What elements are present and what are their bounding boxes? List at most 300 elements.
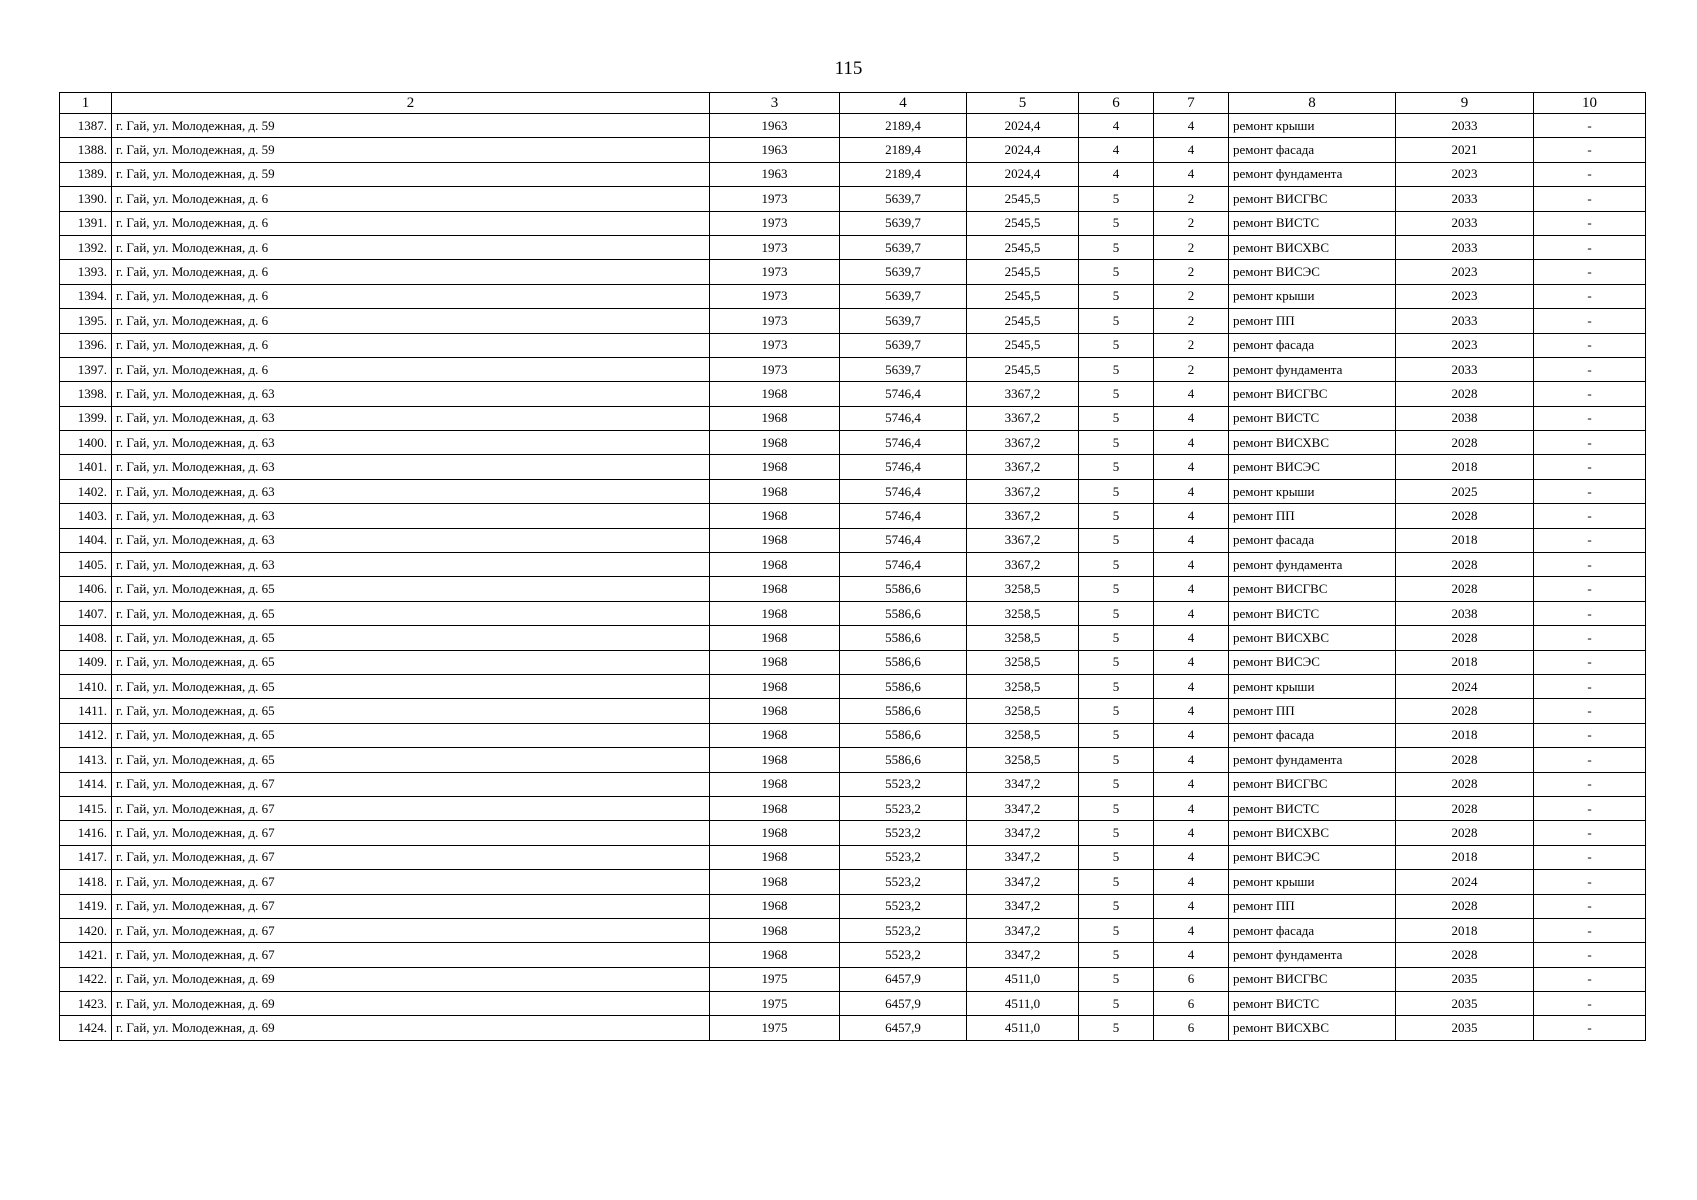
- cell-row-number: 1387.: [60, 114, 112, 138]
- cell-living-area: 2545,5: [967, 211, 1079, 235]
- cell-address: г. Гай, ул. Молодежная, д. 63: [112, 528, 710, 552]
- cell-year-built: 1968: [710, 406, 840, 430]
- cell-entrances: 2: [1154, 357, 1229, 381]
- cell-floors: 5: [1079, 235, 1154, 259]
- column-header: 8: [1229, 93, 1396, 114]
- table-row: [60, 309, 1646, 333]
- cell-row-number: 1417.: [60, 845, 112, 869]
- column-header: 9: [1396, 93, 1534, 114]
- cell-work-type: ремонт ПП: [1229, 504, 1396, 528]
- cell-floors: 5: [1079, 504, 1154, 528]
- cell-year-built: 1968: [710, 504, 840, 528]
- cell-total-area: 5639,7: [840, 284, 967, 308]
- cell-planned-year: 2028: [1396, 772, 1534, 796]
- cell-note: -: [1534, 723, 1646, 747]
- table-row: [60, 845, 1646, 869]
- cell-entrances: 2: [1154, 211, 1229, 235]
- cell-total-area: 5639,7: [840, 260, 967, 284]
- cell-note: -: [1534, 992, 1646, 1016]
- cell-entrances: 2: [1154, 284, 1229, 308]
- cell-address: г. Гай, ул. Молодежная, д. 6: [112, 357, 710, 381]
- cell-work-type: ремонт ВИСХВС: [1229, 1016, 1396, 1040]
- cell-planned-year: 2033: [1396, 309, 1534, 333]
- cell-row-number: 1391.: [60, 211, 112, 235]
- cell-living-area: 3347,2: [967, 796, 1079, 820]
- cell-address: г. Гай, ул. Молодежная, д. 6: [112, 260, 710, 284]
- cell-planned-year: 2033: [1396, 187, 1534, 211]
- cell-year-built: 1968: [710, 796, 840, 820]
- cell-total-area: 5746,4: [840, 504, 967, 528]
- cell-living-area: 2545,5: [967, 284, 1079, 308]
- cell-total-area: 5523,2: [840, 894, 967, 918]
- cell-floors: 5: [1079, 967, 1154, 991]
- table-row: [60, 577, 1646, 601]
- cell-planned-year: 2024: [1396, 674, 1534, 698]
- cell-planned-year: 2033: [1396, 211, 1534, 235]
- cell-address: г. Гай, ул. Молодежная, д. 67: [112, 943, 710, 967]
- table-row: [60, 674, 1646, 698]
- cell-living-area: 2024,4: [967, 114, 1079, 138]
- table-row: [60, 211, 1646, 235]
- cell-planned-year: 2028: [1396, 504, 1534, 528]
- table-row: [60, 528, 1646, 552]
- cell-note: -: [1534, 187, 1646, 211]
- table-row: [60, 382, 1646, 406]
- column-header: 4: [840, 93, 967, 114]
- cell-floors: 5: [1079, 723, 1154, 747]
- table-row: [60, 748, 1646, 772]
- cell-note: -: [1534, 674, 1646, 698]
- cell-total-area: 5639,7: [840, 235, 967, 259]
- cell-year-built: 1968: [710, 748, 840, 772]
- cell-total-area: 5746,4: [840, 479, 967, 503]
- cell-planned-year: 2018: [1396, 845, 1534, 869]
- cell-living-area: 3347,2: [967, 918, 1079, 942]
- cell-floors: 5: [1079, 1016, 1154, 1040]
- cell-work-type: ремонт фундамента: [1229, 553, 1396, 577]
- cell-floors: 5: [1079, 382, 1154, 406]
- cell-work-type: ремонт ВИСГВС: [1229, 187, 1396, 211]
- cell-total-area: 5586,6: [840, 723, 967, 747]
- cell-address: г. Гай, ул. Молодежная, д. 69: [112, 1016, 710, 1040]
- cell-living-area: 3347,2: [967, 821, 1079, 845]
- cell-planned-year: 2028: [1396, 382, 1534, 406]
- cell-note: -: [1534, 918, 1646, 942]
- cell-year-built: 1973: [710, 333, 840, 357]
- cell-total-area: 5523,2: [840, 796, 967, 820]
- table-row: [60, 821, 1646, 845]
- cell-address: г. Гай, ул. Молодежная, д. 63: [112, 431, 710, 455]
- table-row: [60, 431, 1646, 455]
- cell-floors: 5: [1079, 577, 1154, 601]
- cell-living-area: 3258,5: [967, 748, 1079, 772]
- cell-work-type: ремонт крыши: [1229, 870, 1396, 894]
- cell-row-number: 1399.: [60, 406, 112, 430]
- cell-total-area: 5639,7: [840, 357, 967, 381]
- cell-planned-year: 2018: [1396, 650, 1534, 674]
- cell-year-built: 1973: [710, 309, 840, 333]
- cell-total-area: 2189,4: [840, 114, 967, 138]
- cell-entrances: 4: [1154, 626, 1229, 650]
- cell-floors: 5: [1079, 796, 1154, 820]
- cell-planned-year: 2038: [1396, 406, 1534, 430]
- cell-total-area: 5746,4: [840, 431, 967, 455]
- table-row: [60, 967, 1646, 991]
- cell-row-number: 1419.: [60, 894, 112, 918]
- cell-living-area: 2545,5: [967, 235, 1079, 259]
- cell-entrances: 4: [1154, 796, 1229, 820]
- cell-row-number: 1412.: [60, 723, 112, 747]
- cell-row-number: 1422.: [60, 967, 112, 991]
- cell-work-type: ремонт ВИСГВС: [1229, 772, 1396, 796]
- cell-year-built: 1968: [710, 723, 840, 747]
- cell-floors: 5: [1079, 870, 1154, 894]
- cell-note: -: [1534, 870, 1646, 894]
- cell-floors: 5: [1079, 211, 1154, 235]
- cell-floors: 5: [1079, 357, 1154, 381]
- cell-year-built: 1968: [710, 528, 840, 552]
- cell-year-built: 1968: [710, 577, 840, 601]
- cell-entrances: 4: [1154, 431, 1229, 455]
- cell-row-number: 1411.: [60, 699, 112, 723]
- cell-living-area: 2545,5: [967, 187, 1079, 211]
- cell-address: г. Гай, ул. Молодежная, д. 63: [112, 553, 710, 577]
- cell-floors: 5: [1079, 187, 1154, 211]
- cell-living-area: 3367,2: [967, 504, 1079, 528]
- table-row: [60, 357, 1646, 381]
- cell-entrances: 4: [1154, 114, 1229, 138]
- cell-year-built: 1968: [710, 650, 840, 674]
- table-row: [60, 992, 1646, 1016]
- cell-total-area: 5523,2: [840, 870, 967, 894]
- cell-row-number: 1424.: [60, 1016, 112, 1040]
- cell-floors: 5: [1079, 455, 1154, 479]
- cell-work-type: ремонт фасада: [1229, 918, 1396, 942]
- cell-address: г. Гай, ул. Молодежная, д. 67: [112, 821, 710, 845]
- cell-work-type: ремонт фундамента: [1229, 162, 1396, 186]
- cell-living-area: 2024,4: [967, 138, 1079, 162]
- cell-work-type: ремонт ПП: [1229, 309, 1396, 333]
- cell-living-area: 3258,5: [967, 650, 1079, 674]
- table-row: [60, 918, 1646, 942]
- cell-year-built: 1968: [710, 845, 840, 869]
- cell-planned-year: 2028: [1396, 943, 1534, 967]
- cell-year-built: 1968: [710, 479, 840, 503]
- cell-entrances: 4: [1154, 382, 1229, 406]
- cell-note: -: [1534, 943, 1646, 967]
- cell-row-number: 1400.: [60, 431, 112, 455]
- cell-floors: 5: [1079, 845, 1154, 869]
- cell-floors: 5: [1079, 333, 1154, 357]
- cell-living-area: 3347,2: [967, 943, 1079, 967]
- cell-planned-year: 2025: [1396, 479, 1534, 503]
- cell-note: -: [1534, 431, 1646, 455]
- table-row: [60, 1016, 1646, 1040]
- cell-entrances: 2: [1154, 260, 1229, 284]
- cell-total-area: 5523,2: [840, 772, 967, 796]
- cell-row-number: 1398.: [60, 382, 112, 406]
- cell-address: г. Гай, ул. Молодежная, д. 65: [112, 699, 710, 723]
- cell-floors: 5: [1079, 601, 1154, 625]
- cell-address: г. Гай, ул. Молодежная, д. 6: [112, 235, 710, 259]
- cell-work-type: ремонт крыши: [1229, 479, 1396, 503]
- cell-living-area: 2545,5: [967, 333, 1079, 357]
- cell-note: -: [1534, 235, 1646, 259]
- cell-note: -: [1534, 309, 1646, 333]
- cell-year-built: 1973: [710, 187, 840, 211]
- cell-row-number: 1392.: [60, 235, 112, 259]
- cell-note: -: [1534, 455, 1646, 479]
- cell-planned-year: 2033: [1396, 235, 1534, 259]
- column-header: 6: [1079, 93, 1154, 114]
- cell-note: -: [1534, 845, 1646, 869]
- table-row: [60, 260, 1646, 284]
- cell-address: г. Гай, ул. Молодежная, д. 67: [112, 918, 710, 942]
- cell-year-built: 1963: [710, 138, 840, 162]
- cell-entrances: 4: [1154, 870, 1229, 894]
- cell-year-built: 1975: [710, 967, 840, 991]
- cell-planned-year: 2033: [1396, 357, 1534, 381]
- cell-floors: 5: [1079, 674, 1154, 698]
- cell-year-built: 1968: [710, 601, 840, 625]
- column-header: 1: [60, 93, 112, 114]
- cell-row-number: 1413.: [60, 748, 112, 772]
- cell-total-area: 5746,4: [840, 406, 967, 430]
- cell-entrances: 2: [1154, 333, 1229, 357]
- cell-year-built: 1968: [710, 772, 840, 796]
- cell-year-built: 1963: [710, 162, 840, 186]
- cell-address: г. Гай, ул. Молодежная, д. 59: [112, 162, 710, 186]
- column-header: 10: [1534, 93, 1646, 114]
- cell-work-type: ремонт ВИСХВС: [1229, 626, 1396, 650]
- cell-planned-year: 2028: [1396, 626, 1534, 650]
- cell-floors: 5: [1079, 309, 1154, 333]
- cell-entrances: 4: [1154, 601, 1229, 625]
- cell-address: г. Гай, ул. Молодежная, д. 69: [112, 992, 710, 1016]
- cell-address: г. Гай, ул. Молодежная, д. 6: [112, 333, 710, 357]
- cell-total-area: 2189,4: [840, 162, 967, 186]
- cell-row-number: 1388.: [60, 138, 112, 162]
- cell-row-number: 1415.: [60, 796, 112, 820]
- cell-planned-year: 2018: [1396, 918, 1534, 942]
- cell-note: -: [1534, 357, 1646, 381]
- cell-row-number: 1390.: [60, 187, 112, 211]
- cell-floors: 5: [1079, 406, 1154, 430]
- table-row: [60, 943, 1646, 967]
- cell-address: г. Гай, ул. Молодежная, д. 59: [112, 138, 710, 162]
- cell-planned-year: 2018: [1396, 455, 1534, 479]
- cell-entrances: 6: [1154, 1016, 1229, 1040]
- cell-living-area: 3258,5: [967, 723, 1079, 747]
- cell-note: -: [1534, 333, 1646, 357]
- cell-year-built: 1968: [710, 431, 840, 455]
- cell-note: -: [1534, 796, 1646, 820]
- cell-entrances: 4: [1154, 674, 1229, 698]
- cell-total-area: 5639,7: [840, 211, 967, 235]
- cell-entrances: 2: [1154, 235, 1229, 259]
- cell-total-area: 6457,9: [840, 992, 967, 1016]
- cell-total-area: 5586,6: [840, 601, 967, 625]
- cell-living-area: 2545,5: [967, 309, 1079, 333]
- table-row: [60, 870, 1646, 894]
- table-row: [60, 162, 1646, 186]
- cell-address: г. Гай, ул. Молодежная, д. 63: [112, 382, 710, 406]
- cell-note: -: [1534, 138, 1646, 162]
- cell-address: г. Гай, ул. Молодежная, д. 65: [112, 650, 710, 674]
- cell-entrances: 4: [1154, 479, 1229, 503]
- cell-planned-year: 2028: [1396, 577, 1534, 601]
- cell-row-number: 1405.: [60, 553, 112, 577]
- cell-row-number: 1393.: [60, 260, 112, 284]
- cell-total-area: 5523,2: [840, 845, 967, 869]
- cell-planned-year: 2024: [1396, 870, 1534, 894]
- cell-total-area: 5746,4: [840, 382, 967, 406]
- cell-floors: 4: [1079, 138, 1154, 162]
- cell-entrances: 4: [1154, 138, 1229, 162]
- cell-total-area: 5639,7: [840, 309, 967, 333]
- cell-address: г. Гай, ул. Молодежная, д. 6: [112, 309, 710, 333]
- cell-total-area: 5523,2: [840, 918, 967, 942]
- cell-living-area: 3367,2: [967, 431, 1079, 455]
- cell-work-type: ремонт ВИСТС: [1229, 992, 1396, 1016]
- cell-work-type: ремонт ВИСГВС: [1229, 382, 1396, 406]
- cell-address: г. Гай, ул. Молодежная, д. 67: [112, 796, 710, 820]
- cell-entrances: 4: [1154, 406, 1229, 430]
- cell-year-built: 1973: [710, 235, 840, 259]
- cell-planned-year: 2028: [1396, 894, 1534, 918]
- cell-note: -: [1534, 894, 1646, 918]
- cell-work-type: ремонт ВИСХВС: [1229, 431, 1396, 455]
- cell-total-area: 5746,4: [840, 455, 967, 479]
- cell-planned-year: 2028: [1396, 796, 1534, 820]
- cell-floors: 5: [1079, 553, 1154, 577]
- cell-work-type: ремонт ВИСГВС: [1229, 577, 1396, 601]
- cell-address: г. Гай, ул. Молодежная, д. 65: [112, 674, 710, 698]
- cell-planned-year: 2028: [1396, 699, 1534, 723]
- cell-row-number: 1396.: [60, 333, 112, 357]
- cell-total-area: 5746,4: [840, 553, 967, 577]
- table-row: [60, 601, 1646, 625]
- table-row: [60, 894, 1646, 918]
- cell-year-built: 1968: [710, 674, 840, 698]
- column-header: 5: [967, 93, 1079, 114]
- cell-address: г. Гай, ул. Молодежная, д. 67: [112, 894, 710, 918]
- cell-entrances: 2: [1154, 187, 1229, 211]
- cell-entrances: 4: [1154, 553, 1229, 577]
- cell-planned-year: 2035: [1396, 1016, 1534, 1040]
- table-row: [60, 333, 1646, 357]
- cell-planned-year: 2035: [1396, 967, 1534, 991]
- cell-note: -: [1534, 626, 1646, 650]
- cell-address: г. Гай, ул. Молодежная, д. 69: [112, 967, 710, 991]
- cell-planned-year: 2028: [1396, 553, 1534, 577]
- table-row: [60, 235, 1646, 259]
- cell-work-type: ремонт ПП: [1229, 894, 1396, 918]
- cell-work-type: ремонт ВИСТС: [1229, 601, 1396, 625]
- cell-note: -: [1534, 601, 1646, 625]
- cell-total-area: 5586,6: [840, 626, 967, 650]
- cell-living-area: 4511,0: [967, 992, 1079, 1016]
- cell-planned-year: 2038: [1396, 601, 1534, 625]
- cell-row-number: 1409.: [60, 650, 112, 674]
- cell-year-built: 1968: [710, 918, 840, 942]
- cell-floors: 5: [1079, 699, 1154, 723]
- cell-planned-year: 2018: [1396, 723, 1534, 747]
- cell-address: г. Гай, ул. Молодежная, д. 63: [112, 504, 710, 528]
- cell-address: г. Гай, ул. Молодежная, д. 67: [112, 870, 710, 894]
- cell-living-area: 4511,0: [967, 1016, 1079, 1040]
- cell-note: -: [1534, 284, 1646, 308]
- cell-living-area: 3367,2: [967, 382, 1079, 406]
- cell-entrances: 4: [1154, 723, 1229, 747]
- cell-row-number: 1408.: [60, 626, 112, 650]
- cell-address: г. Гай, ул. Молодежная, д. 65: [112, 601, 710, 625]
- cell-total-area: 5746,4: [840, 528, 967, 552]
- page-number: 115: [834, 58, 863, 79]
- cell-year-built: 1975: [710, 992, 840, 1016]
- cell-total-area: 5639,7: [840, 333, 967, 357]
- cell-note: -: [1534, 382, 1646, 406]
- cell-note: -: [1534, 967, 1646, 991]
- cell-total-area: 6457,9: [840, 967, 967, 991]
- cell-living-area: 2545,5: [967, 260, 1079, 284]
- cell-work-type: ремонт ВИСТС: [1229, 406, 1396, 430]
- cell-entrances: 4: [1154, 699, 1229, 723]
- cell-entrances: 6: [1154, 967, 1229, 991]
- cell-planned-year: 2018: [1396, 528, 1534, 552]
- cell-row-number: 1401.: [60, 455, 112, 479]
- cell-entrances: 4: [1154, 650, 1229, 674]
- cell-work-type: ремонт ВИСЭС: [1229, 650, 1396, 674]
- column-header: 3: [710, 93, 840, 114]
- cell-entrances: 4: [1154, 894, 1229, 918]
- cell-entrances: 4: [1154, 821, 1229, 845]
- cell-address: г. Гай, ул. Молодежная, д. 65: [112, 748, 710, 772]
- table-row: [60, 626, 1646, 650]
- cell-living-area: 2024,4: [967, 162, 1079, 186]
- cell-address: г. Гай, ул. Молодежная, д. 6: [112, 211, 710, 235]
- cell-planned-year: 2028: [1396, 821, 1534, 845]
- cell-address: г. Гай, ул. Молодежная, д. 63: [112, 455, 710, 479]
- cell-address: г. Гай, ул. Молодежная, д. 65: [112, 723, 710, 747]
- cell-entrances: 4: [1154, 528, 1229, 552]
- cell-total-area: 5586,6: [840, 748, 967, 772]
- cell-row-number: 1420.: [60, 918, 112, 942]
- cell-living-area: 4511,0: [967, 967, 1079, 991]
- table-body: [60, 114, 1646, 1041]
- cell-work-type: ремонт фундамента: [1229, 748, 1396, 772]
- cell-note: -: [1534, 479, 1646, 503]
- table-row: [60, 284, 1646, 308]
- cell-year-built: 1968: [710, 553, 840, 577]
- cell-entrances: 4: [1154, 748, 1229, 772]
- cell-living-area: 3258,5: [967, 674, 1079, 698]
- cell-total-area: 5586,6: [840, 650, 967, 674]
- cell-note: -: [1534, 748, 1646, 772]
- cell-work-type: ремонт ВИСТС: [1229, 211, 1396, 235]
- cell-floors: 5: [1079, 992, 1154, 1016]
- cell-total-area: 6457,9: [840, 1016, 967, 1040]
- cell-address: г. Гай, ул. Молодежная, д. 63: [112, 479, 710, 503]
- cell-work-type: ремонт крыши: [1229, 114, 1396, 138]
- cell-year-built: 1968: [710, 821, 840, 845]
- cell-work-type: ремонт фундамента: [1229, 943, 1396, 967]
- cell-entrances: 4: [1154, 162, 1229, 186]
- cell-note: -: [1534, 577, 1646, 601]
- cell-row-number: 1404.: [60, 528, 112, 552]
- cell-planned-year: 2023: [1396, 260, 1534, 284]
- cell-floors: 5: [1079, 431, 1154, 455]
